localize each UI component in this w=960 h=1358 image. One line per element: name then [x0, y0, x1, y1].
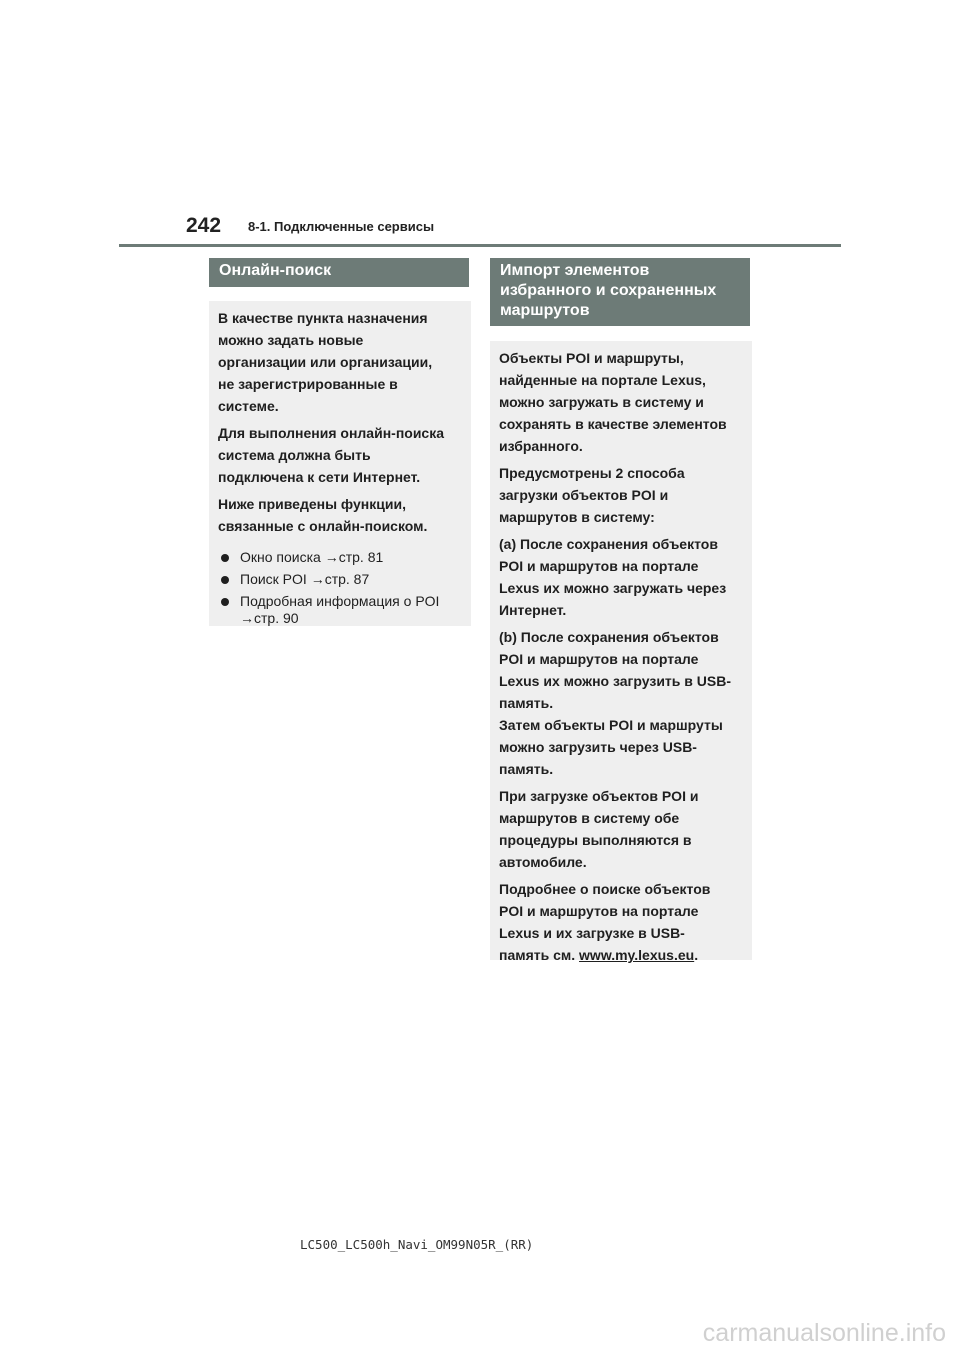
online-search-paragraph: [218, 493, 462, 537]
list-item: [218, 593, 462, 627]
import-favorites-heading: [490, 258, 750, 326]
page-number: 242: [186, 214, 222, 237]
text-line: POI и маршрутов на портале: [499, 651, 699, 667]
text-line: Окно поиска →стр. 81: [240, 549, 384, 565]
section-title: 8-1. Подключенные сервисы: [248, 219, 435, 234]
text-line: Затем объекты POI и маршруты: [499, 717, 723, 733]
text-line: Lexus и их загрузке в USB-: [499, 925, 685, 941]
header-divider: [119, 244, 841, 247]
bullet-icon: [221, 598, 229, 606]
text-line: Поиск POI →стр. 87: [240, 571, 370, 587]
text-line: маршрутов: [500, 302, 590, 319]
list-item-text: [240, 593, 439, 627]
import-paragraph: [499, 347, 743, 457]
text-line: подключена к сети Интернет.: [218, 469, 421, 485]
text-line: связанные с онлайн-поиском.: [218, 518, 428, 534]
text-line: системе.: [218, 398, 279, 414]
document-code: LC500_LC500h_Navi_OM99N05R_(RR): [300, 1237, 534, 1252]
bullet-icon: [221, 554, 229, 562]
online-search-paragraph: [218, 422, 462, 488]
import-paragraph: [499, 626, 743, 780]
text-line: найденные на портале Lexus,: [499, 372, 706, 388]
import-paragraph: [499, 462, 743, 528]
online-search-box: [209, 301, 471, 626]
text-line: память.: [499, 761, 554, 777]
text-line: →стр. 90: [240, 610, 299, 626]
text-line: можно задать новые: [218, 332, 364, 348]
text-line: Объекты POI и маршруты,: [499, 350, 684, 366]
text-line: маршрутов в систему обе: [499, 810, 680, 826]
text-line: POI и маршрутов на портале: [499, 558, 699, 574]
text-line: Импорт элементов: [500, 262, 650, 279]
lexus-portal-link[interactable]: www.my.lexus.eu: [579, 947, 695, 963]
text-line: Подробная информация о POI: [240, 593, 440, 609]
text-line: Lexus их можно загрузить в USB-: [499, 673, 731, 689]
watermark: carmanualsonline.info: [702, 1319, 946, 1347]
text-line: память.: [499, 695, 554, 711]
text-line: В качестве пункта назначения: [218, 310, 428, 326]
text-line: процедуры выполняются в: [499, 832, 692, 848]
text-line: маршрутов в систему:: [499, 509, 655, 525]
text-line: Предусмотрены 2 способа: [499, 465, 685, 481]
text-line: (b) После сохранения объектов: [499, 629, 719, 645]
online-search-heading: [209, 258, 469, 287]
text-line: Lexus их можно загружать через: [499, 580, 727, 596]
text-fragment: .: [694, 947, 699, 963]
text-line: Подробнее о поиске объектов: [499, 881, 711, 897]
text-line: автомобиле.: [499, 854, 587, 870]
text-line: организации или организации,: [218, 354, 433, 370]
text-line: Ниже приведены функции,: [218, 496, 406, 512]
text-line: избранного и сохраненных: [500, 282, 717, 299]
function-list: [218, 549, 462, 627]
text-line: система должна быть: [218, 447, 371, 463]
online-search-title: Онлайн-поиск: [219, 262, 332, 279]
list-item: [218, 571, 462, 588]
text-line: [499, 944, 743, 966]
import-paragraph: [499, 533, 743, 621]
text-line: избранного.: [499, 438, 583, 454]
list-item: [218, 549, 462, 566]
import-paragraph: [499, 878, 743, 966]
online-search-paragraph: [218, 307, 462, 417]
text-line: Для выполнения онлайн-поиска: [218, 425, 445, 441]
text-line: (a) После сохранения объектов: [499, 536, 718, 552]
text-line: загрузки объектов POI и: [499, 487, 669, 503]
text-line: можно загрузить через USB-: [499, 739, 697, 755]
text-line: сохранять в качестве элементов: [499, 416, 727, 432]
text-line: POI и маршрутов на портале: [499, 903, 699, 919]
import-favorites-box: [490, 341, 752, 963]
text-line: можно загружать в систему и: [499, 394, 704, 410]
text-line: Интернет.: [499, 602, 567, 618]
text-line: не зарегистрированные в: [218, 376, 398, 392]
text-line: При загрузке объектов POI и: [499, 788, 699, 804]
text-fragment: память см.: [499, 947, 580, 963]
bullet-icon: [221, 576, 229, 584]
import-paragraph: [499, 785, 743, 873]
